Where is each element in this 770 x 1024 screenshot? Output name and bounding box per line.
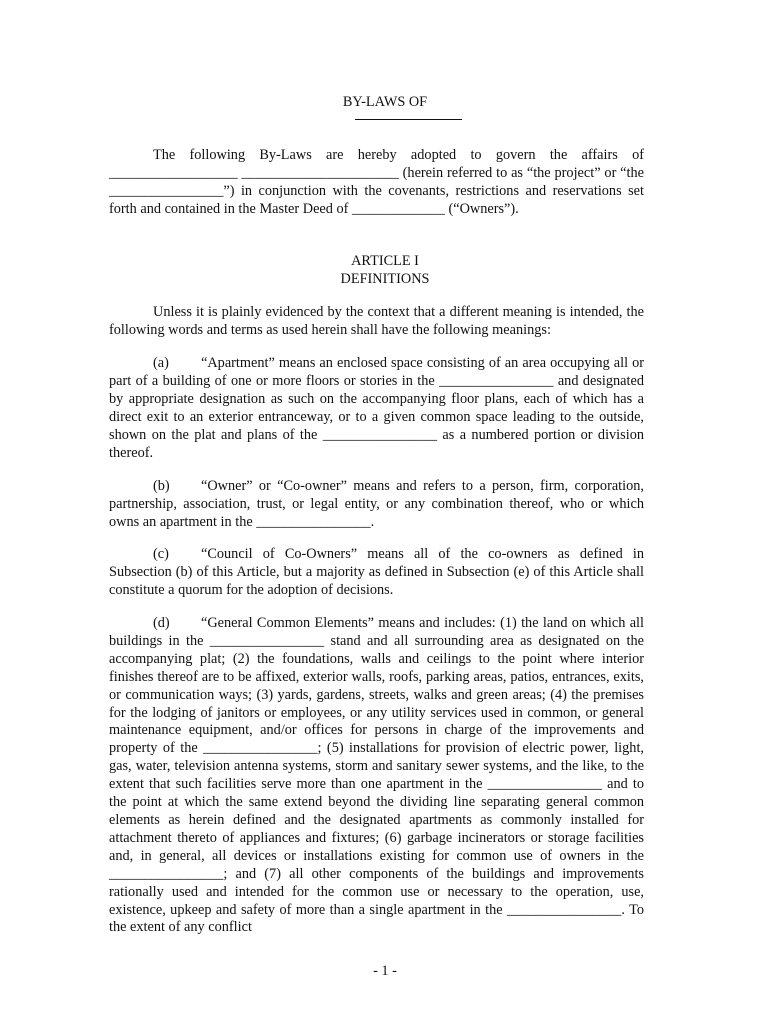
paragraph-label: (a) bbox=[153, 355, 169, 371]
paragraph-label: (d) bbox=[153, 615, 170, 631]
paragraph-label: (b) bbox=[153, 478, 170, 494]
page-number: - 1 - bbox=[373, 963, 397, 979]
paragraph-text: “Apartment” means an enclosed space consisting of an area occupying all or part of a building of one or more floors or stories in the ________________ and designated by appropriate designation as such on the accompanying floor plans, each of which has a direct exit to an exterior entranceway, or to a given common space leading to the outside, shown on the plat and plans of the ________________ as a numbered portion or division thereof. bbox=[109, 355, 644, 461]
definition-paragraph-d bbox=[109, 615, 644, 937]
article-number: ARTICLE I bbox=[351, 253, 419, 269]
definition-paragraph-c bbox=[109, 546, 644, 600]
paragraph-text: “General Common Elements” means and includes: (1) the land on which all buildings in the ________________ stand and all surrounding area as designated on the accompanying plat; (2) the foundations, walls and ceilings to the point where interior finishes thereof are to be affixed, exterior walls, roofs, parking areas, patios, entrances, exits, or communication ways; (3) yards, gardens, streets, walks and green areas; (4) the premises for the lodging of janitors or employees, or any utility services used in common, or general maintenance equipment, and/or offices for persons in charge of the improvements and property of the ________________; (5) installations for provision of electric power, light, gas, water, television antenna systems, storm and sanitary sewer systems, and the like, to the extent that such facilities serve more than one apartment in the ________________ and to the point at which the same extend beyond the dividing line separating general common elements as herein defined and the designated apartments as commonly installed for attachment thereto of appliances and fixtures; (6) garbage incinerators or storage facilities and, in general, all devices or installations existing for common use of owners in the ________________; and (7) all other components of the buildings and improvements rationally used and intended for the common use or necessary to the operation, use, existence, upkeep and safety of more than a single apartment in the ________________. To the extent of any conflict bbox=[109, 615, 644, 936]
paragraph-text: “Council of Co-Owners” means all of the co-owners as defined in Subsection (b) of this Article, but a majority as defined in Subsection (e) of this Article shall constitute a quorum for the adoption of decisions. bbox=[109, 546, 644, 598]
article-title: DEFINITIONS bbox=[340, 271, 430, 287]
definition-paragraph-a bbox=[109, 355, 644, 462]
document-title: BY-LAWS OF bbox=[342, 94, 428, 110]
title-blank-line bbox=[355, 119, 462, 120]
definition-paragraph-b bbox=[109, 478, 644, 532]
paragraph-label: (c) bbox=[153, 546, 169, 562]
definitions-intro: Unless it is plainly evidenced by the context that a different meaning is intended, the following words and terms as used herein shall have the following meanings: bbox=[109, 304, 644, 338]
intro-paragraph: The following By-Laws are hereby adopted to govern the affairs of __________________ ______________________ (herein referred to as “the project” or “the ________________”) in conjunction with the covenants, restrictions and reservations set forth and contained in the Master Deed of _____________ (“Owners”). bbox=[109, 147, 644, 217]
paragraph-text: “Owner” or “Co-owner” means and refers to a person, firm, corporation, partnership, association, trust, or legal entity, or any combination thereof, who or which owns an apartment in the ________________. bbox=[109, 478, 644, 530]
